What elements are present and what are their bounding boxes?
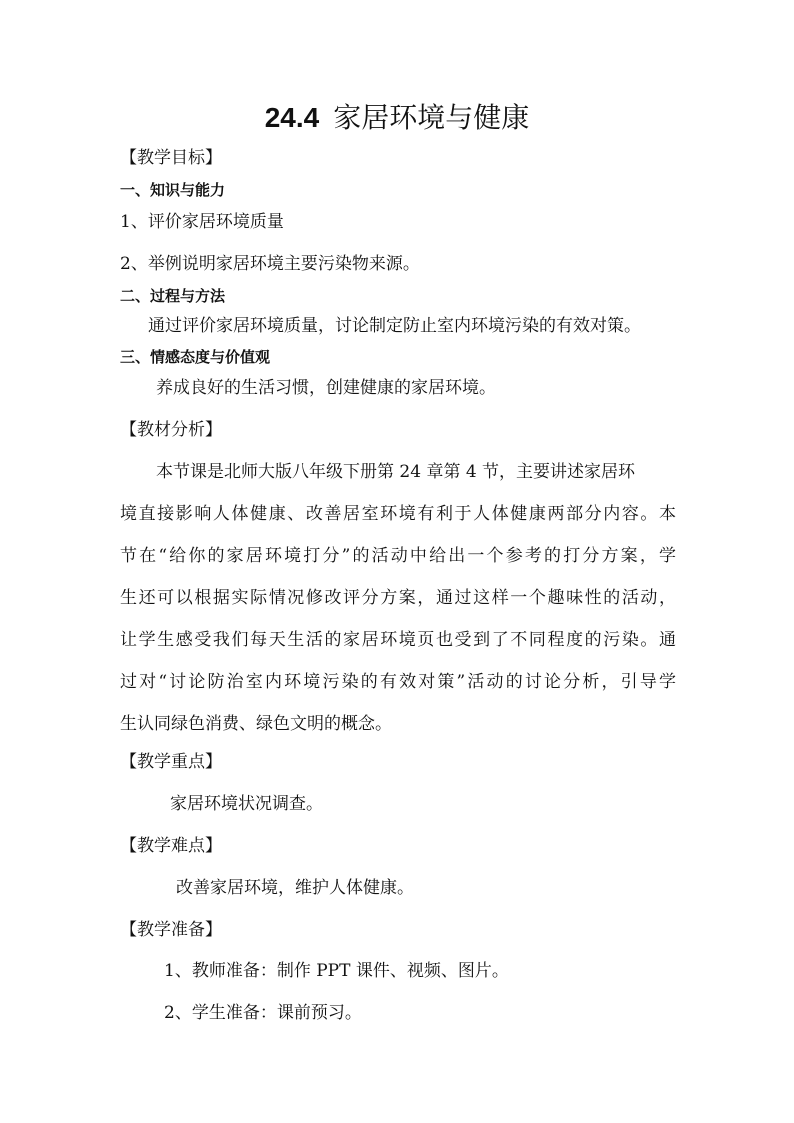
analysis-line: 让学生感受我们每天生活的家居环境页也受到了不同程度的污染。通 (120, 630, 676, 650)
title-number: 24.4 (264, 102, 320, 133)
difficulty-text: 改善家居环境，维护人体健康。 (176, 878, 414, 898)
key-heading: 【教学重点】 (120, 752, 222, 772)
analysis-line: 生认同绿色消费、绿色文明的概念。 (120, 714, 392, 734)
title-text: 家居环境与健康 (333, 101, 530, 134)
process-heading: 二、过程与方法 (120, 287, 226, 305)
process-text: 通过评价家居环境质量，讨论制定防止室内环境污染的有效对策。 (148, 316, 641, 336)
emotion-text: 养成良好的生活习惯，创建健康的家居环境。 (156, 378, 496, 398)
knowledge-item-1: 1、评价家居环境质量 (120, 212, 284, 232)
difficulty-heading: 【教学难点】 (120, 836, 222, 856)
preparation-item-2: 2、学生准备：课前预习。 (164, 1003, 362, 1023)
emotion-heading: 三、情感态度与价值观 (120, 348, 271, 366)
analysis-line: 境直接影响人体健康、改善居室环境有利于人体健康两部分内容。本 (120, 504, 676, 524)
analysis-line: 过对“讨论防治室内环境污染的有效对策”活动的讨论分析，引导学 (120, 672, 676, 692)
page-title (0, 100, 794, 136)
analysis-line: 节在“给你的家居环境打分”的活动中给出一个参考的打分方案，学 (120, 546, 676, 566)
knowledge-item-2: 2、举例说明家居环境主要污染物来源。 (120, 254, 420, 274)
preparation-heading: 【教学准备】 (120, 920, 222, 940)
analysis-heading: 【教材分析】 (120, 420, 222, 440)
key-text: 家居环境状况调查。 (170, 794, 323, 814)
preparation-item-1: 1、教师准备：制作 PPT 课件、视频、图片。 (164, 961, 509, 981)
analysis-line: 本节课是北师大版八年级下册第 24 章第 4 节，主要讲述家居环 (156, 462, 636, 482)
knowledge-heading: 一、知识与能力 (120, 181, 226, 199)
objectives-heading: 【教学目标】 (120, 148, 222, 168)
analysis-line: 生还可以根据实际情况修改评分方案，通过这样一个趣味性的活动， (120, 588, 676, 608)
